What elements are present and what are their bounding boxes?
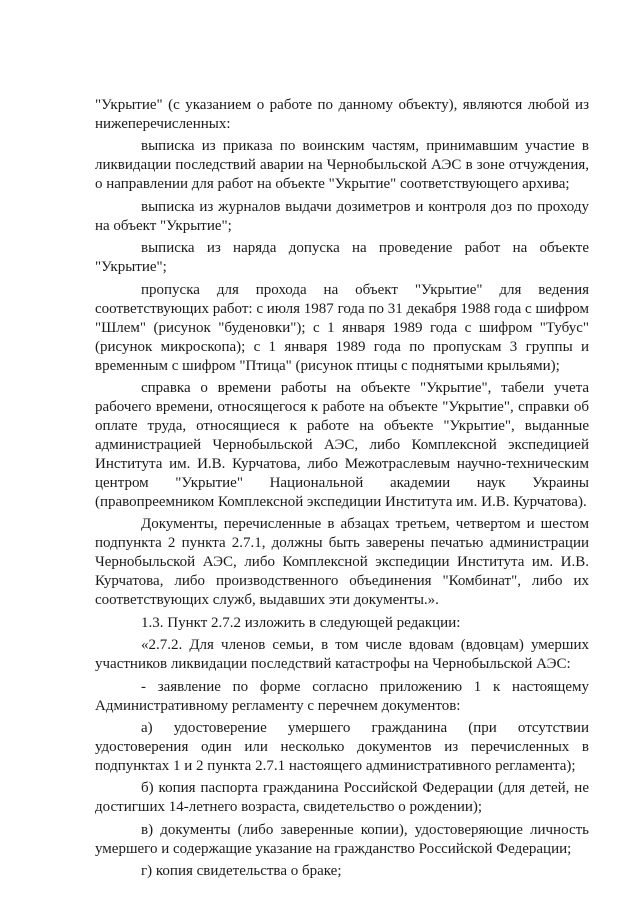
paragraph-clause-2-7-2: «2.7.2. Для членов семьи, в том числе вдовам (вдовцам) умерших участников ликвидации последствий катастрофы на Чернобыльской АЭС: bbox=[95, 637, 589, 673]
list-item-a: а) удостоверение умершего гражданина (при отсутствии удостоверения один или несколько документов из перечисленных в подпунктах 1 и 2 пункта 2.7.1 настоящего административного регламента); bbox=[95, 719, 589, 774]
paragraph-application: - заявление по форме согласно приложению 1 к настоящему Административному регламенту с перечнем документов: bbox=[95, 678, 589, 714]
paragraph-dosimeter-log: выписка из журналов выдачи дозиметров и контроля доз по проходу на объект "Укрытие"; bbox=[95, 198, 589, 234]
paragraph-passes: пропуска для прохода на объект "Укрытие" для ведения соответствующих работ: с июля 1987 года по 31 декабря 1988 года с шифром "Шлем" (рисунок "буденовки"); с 1 января 1989 года с шифром "Тубус" (рисунок микроскопа); с 1 января 1989 года по пропускам 3 группы и временным с шифром "Птица" (рисунок птицы с поднятыми крыльями); bbox=[95, 281, 589, 374]
paragraph-military-order: выписка из приказа по воинским частям, принимавшим участие в ликвидации последствий аварии на Чернобыльской АЭС в зоне отчуждения, о направлении для работ на объекте "Укрытие" соответствующего архива; bbox=[95, 138, 589, 193]
paragraph-work-certificate: справка о времени работы на объекте "Укрытие", табели учета рабочего времени, относящегося к работе на объекте "Укрытие", справки об оплате труда, относящиеся к работе на объекте "Укрытие", выданные администрацией Чернобыльской АЭС, либо Комплексной экспедицией Института им. И.В. Курчатова, либо Межотраслевым научно-техническим центром "Укрытие" Национальной академии наук Украины (правопреемником Комплексной экспедиции Института им. И.В. Курчатова). bbox=[95, 379, 589, 510]
paragraph-certification-note: Документы, перечисленные в абзацах третьем, четвертом и шестом подпункта 2 пункта 2.7.1, должны быть заверены печатью администрации Чернобыльской АЭС, либо Комплексной экспедиции Института им. И.В. Курчатова, либо производственного объединения "Комбинат", либо их соответствующих служб, выдавших эти документы.». bbox=[95, 516, 589, 609]
list-item-v: в) документы (либо заверенные копии), удостоверяющие личность умершего и содержащие указание на гражданство Российской Федерации; bbox=[95, 821, 589, 857]
paragraph-clause-1-3: 1.3. Пункт 2.7.2 изложить в следующей редакции: bbox=[141, 614, 461, 631]
paragraph-work-permit: выписка из наряда допуска на проведение работ на объекте "Укрытие"; bbox=[95, 240, 589, 276]
document-page bbox=[95, 96, 589, 884]
list-item-b: б) копия паспорта гражданина Российской Федерации (для детей, не достигших 14-летнего возраста, свидетельство о рождении); bbox=[95, 780, 589, 816]
paragraph-intro: "Укрытие" (с указанием о работе по данному объекту), являются любой из нижеперечисленных: bbox=[95, 97, 589, 132]
list-item-g: г) копия свидетельства о браке; bbox=[141, 863, 342, 880]
